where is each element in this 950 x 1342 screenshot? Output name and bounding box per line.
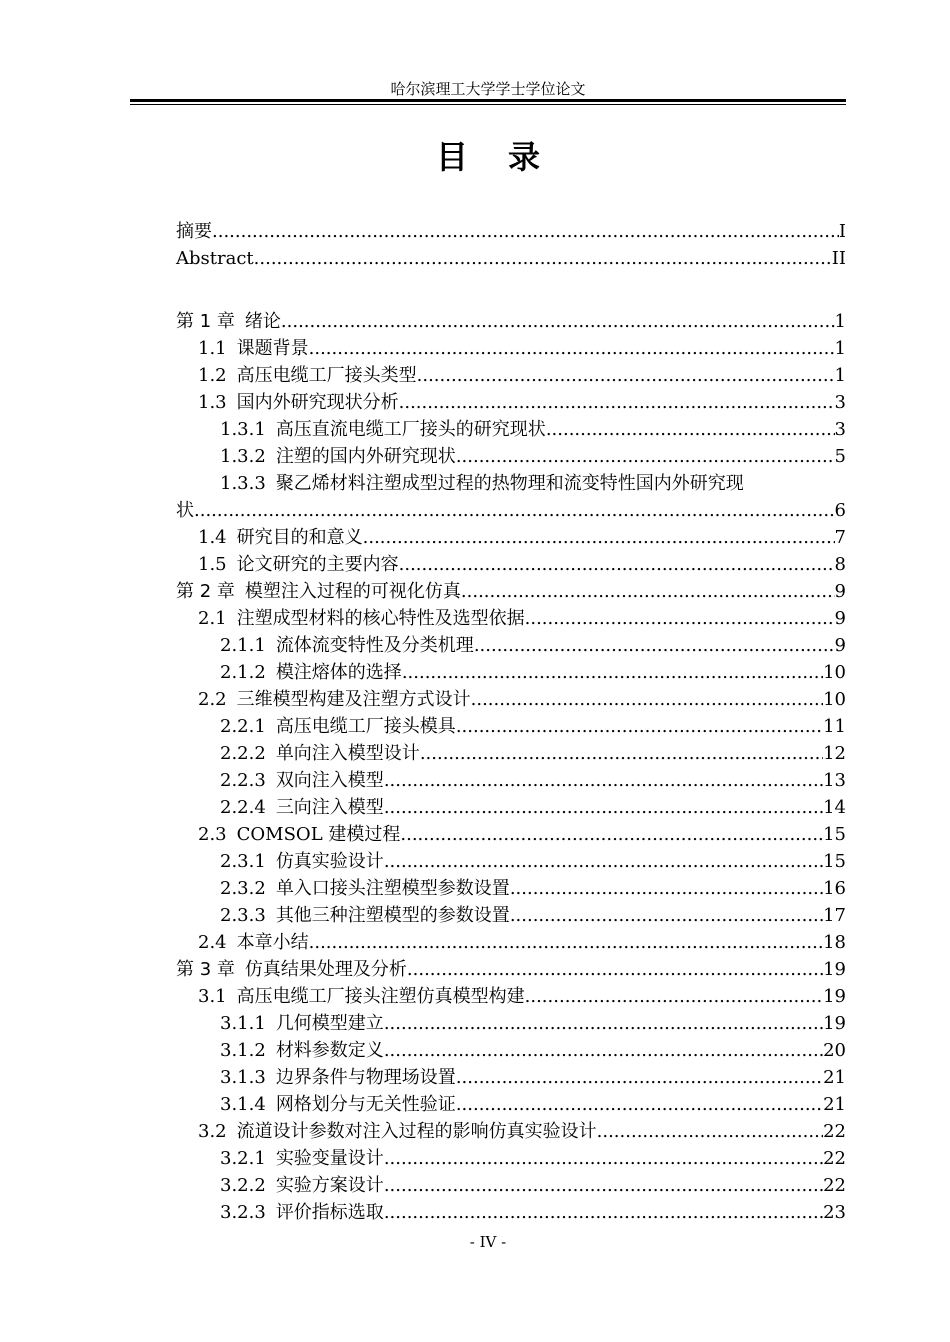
toc-entry-page: 16 [823, 878, 846, 899]
toc-entry-label [176, 956, 407, 983]
toc-section-entry[interactable] [176, 848, 846, 875]
toc-entry-number: 3.1.2 [220, 1040, 266, 1061]
toc-entry-page: 21 [823, 1067, 846, 1088]
toc-entry-page: 9 [834, 635, 846, 656]
toc-entry-label [220, 632, 474, 659]
toc-entry-text: 边界条件与物理场设置 [275, 1067, 456, 1088]
toc-entry-label [198, 551, 399, 578]
toc-leader-dots [456, 1091, 823, 1118]
toc-entry-page: 1 [834, 311, 846, 332]
toc-leader-dots [384, 767, 823, 794]
toc-entry-number: 3.1.3 [220, 1067, 266, 1088]
toc-entry-continuation[interactable] [176, 497, 846, 524]
toc-entry-page: 19 [823, 1013, 846, 1034]
toc-entry-text: 论文研究的主要内容 [236, 554, 399, 575]
toc-leader-dots [309, 335, 835, 362]
table-of-contents [176, 218, 846, 1226]
toc-entry-label [220, 1145, 384, 1172]
toc-entry-label [176, 578, 461, 605]
toc-leader-dots [402, 659, 823, 686]
toc-leader-dots [474, 632, 835, 659]
toc-entry-page: 23 [823, 1202, 846, 1223]
toc-entry-number: 第 2 章 [176, 581, 235, 602]
toc-entry-text: 高压电缆工厂接头类型 [236, 365, 417, 386]
toc-leader-dots [461, 578, 835, 605]
toc-entry-label [198, 524, 363, 551]
toc-entry-page: 19 [823, 959, 846, 980]
toc-entry-label [220, 1172, 384, 1199]
toc-entry-text: 实验变量设计 [275, 1148, 384, 1169]
toc-section-entry[interactable] [176, 659, 846, 686]
toc-entry-number: 3.2.1 [220, 1148, 266, 1169]
toc-entry-page: 11 [823, 716, 846, 737]
toc-section-entry[interactable] [176, 686, 846, 713]
toc-entry-number: 第 3 章 [176, 959, 235, 980]
toc-leader-dots [417, 362, 835, 389]
toc-entry-number: 3.2.2 [220, 1175, 266, 1196]
toc-entry-page: 19 [823, 986, 846, 1007]
toc-entry-label [220, 1037, 384, 1064]
toc-entry-number: 1.1 [198, 338, 227, 359]
toc-entry-page: 8 [834, 554, 846, 575]
toc-entry-number: 3.2.3 [220, 1202, 266, 1223]
toc-section-entry[interactable] [176, 767, 846, 794]
toc-entry-label [198, 983, 525, 1010]
toc-entry-page: 15 [823, 824, 846, 845]
toc-section-entry[interactable] [176, 524, 846, 551]
toc-section-entry[interactable] [176, 389, 846, 416]
toc-entry-label [198, 821, 400, 848]
toc-entry-page: 9 [834, 581, 846, 602]
toc-entry-page: 14 [823, 797, 846, 818]
toc-leader-dots [597, 1118, 823, 1145]
toc-entry-label: Abstract [176, 245, 254, 272]
toc-entry-page: 3 [834, 419, 846, 440]
toc-entry-number: 2.2.2 [220, 743, 266, 764]
toc-section-entry[interactable] [176, 443, 846, 470]
toc-entry-number: 1.3.3 [220, 473, 266, 494]
toc-leader-dots [525, 983, 823, 1010]
toc-entry-text: 本章小结 [236, 932, 309, 953]
toc-section-entry[interactable] [176, 713, 846, 740]
toc-entry-abstract-cn[interactable] [176, 218, 846, 245]
toc-entry-label [220, 659, 402, 686]
toc-entry-text: 仿真实验设计 [275, 851, 384, 872]
toc-entry-page: 1 [834, 338, 846, 359]
toc-entry-page: 21 [823, 1094, 846, 1115]
toc-entry-page: 10 [823, 662, 846, 683]
toc-entry-text: 双向注入模型 [275, 770, 384, 791]
toc-entry-page: 7 [834, 527, 846, 548]
toc-entry-page: 15 [823, 851, 846, 872]
toc-section-entry[interactable] [176, 821, 846, 848]
toc-section-entry[interactable] [176, 875, 846, 902]
toc-entry-text: 高压直流电缆工厂接头的研究现状 [275, 419, 546, 440]
toc-entry-label [198, 335, 309, 362]
toc-entry-number: 2.2.4 [220, 797, 266, 818]
toc-entry-number: 2.4 [198, 932, 227, 953]
toc-section-entry[interactable] [176, 1091, 846, 1118]
toc-entry-page: 5 [834, 446, 846, 467]
toc-entry-label [220, 902, 510, 929]
toc-entry-number: 3.1 [198, 986, 227, 1007]
toc-entry-label [198, 605, 525, 632]
toc-section-entry[interactable] [176, 470, 846, 497]
toc-entry-text: COMSOL 建模过程 [236, 824, 401, 845]
toc-entry-number: 2.1.2 [220, 662, 266, 683]
toc-leader-dots [456, 443, 835, 470]
toc-leader-dots [407, 956, 823, 983]
toc-entry-number: 1.4 [198, 527, 227, 548]
toc-entry-page: 22 [823, 1175, 846, 1196]
toc-entry-label [220, 848, 384, 875]
toc-entry-number: 2.3.2 [220, 878, 266, 899]
toc-entry-label [176, 308, 281, 335]
toc-section-entry[interactable] [176, 362, 846, 389]
toc-section-entry[interactable] [176, 1145, 846, 1172]
toc-entry-text: 聚乙烯材料注塑成型过程的热物理和流变特性国内外研究现 [275, 473, 744, 494]
toc-leader-dots [363, 524, 835, 551]
toc-entry-text-continued: 状 [176, 497, 194, 524]
toc-leader-dots [309, 929, 823, 956]
toc-entry-label [198, 362, 417, 389]
toc-leader-dots [281, 308, 835, 335]
toc-entry-text: 三向注入模型 [275, 797, 384, 818]
toc-entry-page: 10 [823, 689, 846, 710]
toc-section-entry[interactable] [176, 605, 846, 632]
toc-entry-label [220, 1010, 384, 1037]
toc-entry-page: 1 [834, 365, 846, 386]
toc-leader-dots [194, 497, 835, 524]
toc-entry-label [220, 875, 510, 902]
toc-entry-text: 材料参数定义 [275, 1040, 384, 1061]
page-title: 目录 [435, 138, 580, 176]
toc-section-entry[interactable] [176, 740, 846, 767]
toc-leader-dots [510, 875, 823, 902]
toc-entry-label: 摘要 [176, 218, 212, 245]
toc-entries [176, 308, 846, 1226]
toc-leader-dots [212, 218, 839, 245]
toc-entry-text: 单向注入模型设计 [275, 743, 420, 764]
toc-entry-text: 三维模型构建及注塑方式设计 [236, 689, 471, 710]
toc-entry-number: 2.2 [198, 689, 227, 710]
toc-entry-text: 流体流变特性及分类机理 [275, 635, 474, 656]
toc-section-entry[interactable] [176, 1037, 846, 1064]
toc-entry-page: 20 [823, 1040, 846, 1061]
toc-section-entry[interactable] [176, 1118, 846, 1145]
toc-entry-number: 1.3 [198, 392, 227, 413]
toc-entry-page: 22 [823, 1148, 846, 1169]
toc-entry-text: 模塑注入过程的可视化仿真 [244, 581, 461, 602]
toc-section-entry[interactable] [176, 632, 846, 659]
toc-entry-page: I [838, 221, 846, 242]
toc-entry-text: 研究目的和意义 [236, 527, 363, 548]
toc-entry-label [220, 1199, 384, 1226]
toc-leader-dots [254, 245, 832, 272]
toc-entry-text: 注塑的国内外研究现状 [275, 446, 456, 467]
toc-chapter-entry[interactable] [176, 308, 846, 335]
toc-entry-number: 3.1.1 [220, 1013, 266, 1034]
toc-section-entry[interactable] [176, 1064, 846, 1091]
toc-entry-text: 评价指标选取 [275, 1202, 384, 1223]
toc-spacer [176, 272, 846, 308]
toc-entry-text: 实验方案设计 [275, 1175, 384, 1196]
toc-entry-number: 3.1.4 [220, 1094, 266, 1115]
toc-leader-dots [510, 902, 823, 929]
toc-entry-number: 1.3.2 [220, 446, 266, 467]
toc-section-entry[interactable] [176, 794, 846, 821]
toc-entry-number: 1.3.1 [220, 419, 266, 440]
toc-entry-number: 2.3 [198, 824, 227, 845]
toc-entry-page: 22 [823, 1121, 846, 1142]
toc-leader-dots [399, 389, 835, 416]
toc-leader-dots [384, 848, 823, 875]
toc-section-entry[interactable] [176, 335, 846, 362]
toc-entry-page: 3 [834, 392, 846, 413]
toc-leader-dots [384, 1172, 823, 1199]
toc-entry-label [220, 713, 456, 740]
header-rule-thick [130, 99, 846, 102]
toc-section-entry[interactable] [176, 551, 846, 578]
toc-section-entry[interactable] [176, 1199, 846, 1226]
toc-leader-dots [546, 416, 835, 443]
toc-section-entry[interactable] [176, 1010, 846, 1037]
toc-entry-text: 几何模型建立 [275, 1013, 384, 1034]
toc-leader-dots [384, 1145, 823, 1172]
toc-entry-page: 6 [834, 500, 846, 521]
toc-entry-page: 17 [823, 905, 846, 926]
page-header: 哈尔滨理工大学学士学位论文 [390, 80, 586, 98]
toc-entry-text: 高压电缆工厂接头注塑仿真模型构建 [236, 986, 525, 1007]
toc-entry-number: 2.1 [198, 608, 227, 629]
toc-entry-number: 1.5 [198, 554, 227, 575]
toc-entry-text: 模注熔体的选择 [275, 662, 402, 683]
toc-leader-dots [384, 794, 823, 821]
toc-entry-number: 2.3.3 [220, 905, 266, 926]
toc-entry-label [220, 767, 384, 794]
toc-entry-label [220, 1064, 456, 1091]
toc-entry-text: 其他三种注塑模型的参数设置 [275, 905, 510, 926]
toc-entry-label [220, 470, 744, 497]
toc-leader-dots [420, 740, 823, 767]
toc-entry-page: II [831, 248, 846, 269]
toc-entry-label [198, 929, 309, 956]
toc-entry-label [220, 1091, 456, 1118]
toc-entry-label [220, 794, 384, 821]
toc-entry-page: 9 [834, 608, 846, 629]
toc-entry-text: 网格划分与无关性验证 [275, 1094, 456, 1115]
toc-entry-label [198, 686, 471, 713]
toc-entry-label [198, 389, 399, 416]
toc-leader-dots [456, 1064, 823, 1091]
toc-entry-number: 第 1 章 [176, 311, 235, 332]
toc-entry-abstract-en[interactable] [176, 245, 846, 272]
toc-leader-dots [471, 686, 823, 713]
toc-entry-text: 高压电缆工厂接头模具 [275, 716, 456, 737]
toc-leader-dots [400, 821, 823, 848]
toc-leader-dots [525, 605, 835, 632]
toc-section-entry[interactable] [176, 983, 846, 1010]
header-rule-thin [130, 104, 846, 105]
toc-section-entry[interactable] [176, 902, 846, 929]
toc-entry-text: 课题背景 [236, 338, 309, 359]
toc-entry-label [220, 416, 546, 443]
toc-entry-number: 3.2 [198, 1121, 227, 1142]
toc-entry-text: 单入口接头注塑模型参数设置 [275, 878, 510, 899]
toc-section-entry[interactable] [176, 416, 846, 443]
toc-entry-label [220, 740, 420, 767]
toc-entry-number: 1.2 [198, 365, 227, 386]
toc-entry-page: 12 [823, 743, 846, 764]
toc-entry-number: 2.3.1 [220, 851, 266, 872]
toc-chapter-entry[interactable] [176, 578, 846, 605]
toc-section-entry[interactable] [176, 1172, 846, 1199]
toc-leader-dots [384, 1037, 823, 1064]
toc-entry-label [220, 443, 456, 470]
toc-entry-text: 绪论 [244, 311, 281, 332]
page-number: - IV - [469, 1233, 507, 1251]
toc-entry-text: 仿真结果处理及分析 [244, 959, 407, 980]
toc-entry-text: 流道设计参数对注入过程的影响仿真实验设计 [236, 1121, 597, 1142]
toc-chapter-entry[interactable] [176, 956, 846, 983]
toc-entry-text: 国内外研究现状分析 [236, 392, 399, 413]
toc-entry-text: 注塑成型材料的核心特性及选型依据 [236, 608, 525, 629]
toc-leader-dots [384, 1199, 823, 1226]
toc-entry-page: 13 [823, 770, 846, 791]
toc-entry-label [198, 1118, 597, 1145]
toc-leader-dots [384, 1010, 823, 1037]
toc-entry-page: 18 [823, 932, 846, 953]
toc-leader-dots [399, 551, 835, 578]
toc-section-entry[interactable] [176, 929, 846, 956]
toc-entry-number: 2.2.3 [220, 770, 266, 791]
toc-entry-number: 2.1.1 [220, 635, 266, 656]
toc-entry-number: 2.2.1 [220, 716, 266, 737]
toc-leader-dots [456, 713, 823, 740]
